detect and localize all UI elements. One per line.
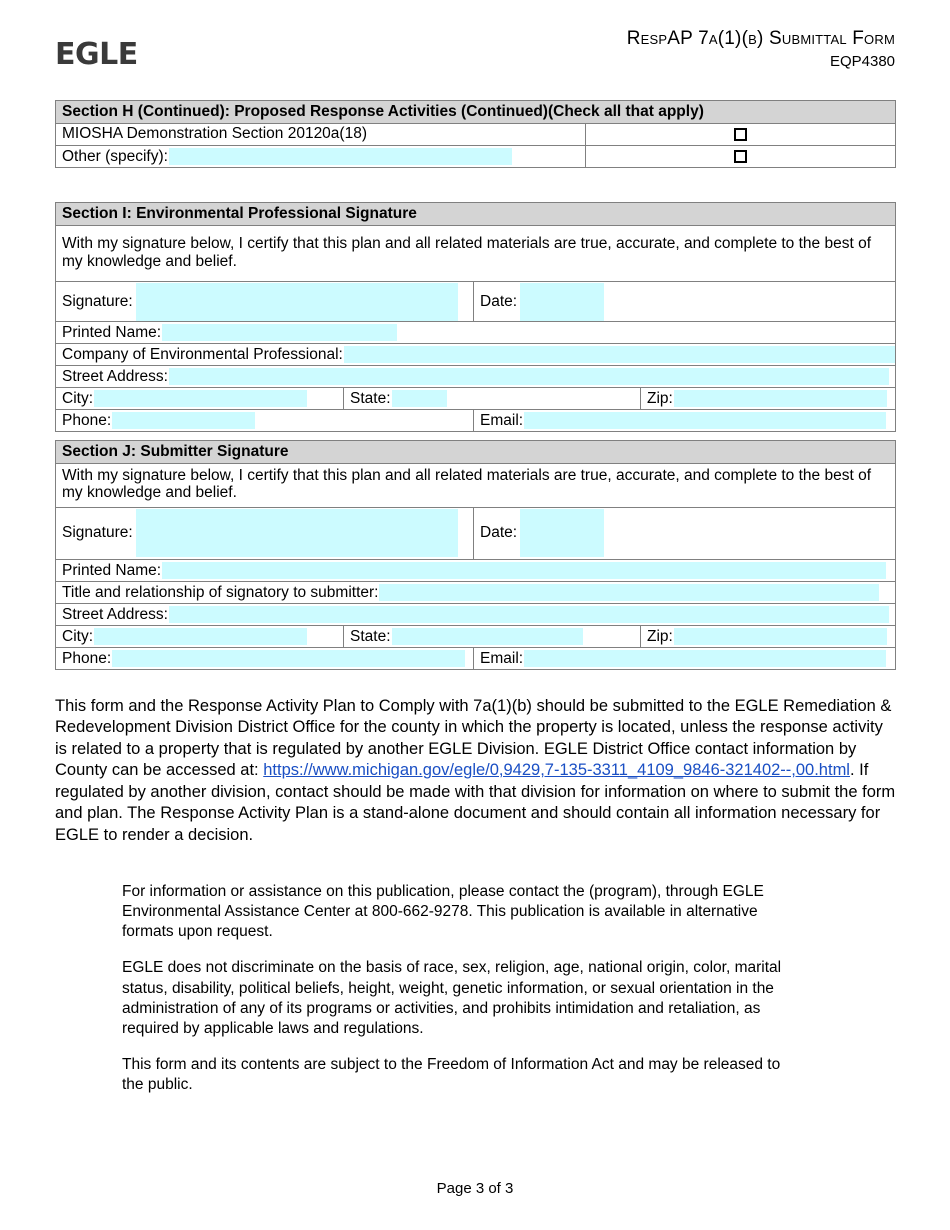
- section-j-date-input[interactable]: [520, 509, 604, 557]
- section-j-city-label: City:: [62, 627, 93, 645]
- table-row: [56, 146, 896, 168]
- section-i-company-input[interactable]: [344, 346, 896, 363]
- section-i-state-input[interactable]: [392, 390, 447, 407]
- unchecked-checkbox[interactable]: [734, 128, 747, 141]
- section-j-zip-input[interactable]: [674, 628, 887, 645]
- egle-logo: EGLE: [55, 37, 138, 72]
- unchecked-checkbox[interactable]: [734, 150, 747, 163]
- section-i-city-input[interactable]: [94, 390, 307, 407]
- section-j-email-label: Email:: [480, 649, 524, 667]
- section-j-city-cell: [56, 625, 344, 647]
- section-j-phone-email-row: [56, 647, 896, 669]
- section-i-zip-label: Zip:: [647, 389, 673, 407]
- section-i-phone-input[interactable]: [112, 412, 255, 429]
- section-i-signature-row: [56, 282, 896, 322]
- section-i-header-row: [56, 203, 896, 226]
- district-office-link[interactable]: https://www.michigan.gov/egle/0,9429,7-135-3311_4109_9846-321402--,00.html: [263, 761, 850, 780]
- section-h-header-row: [56, 101, 896, 124]
- section-j-title-input[interactable]: [379, 584, 879, 601]
- section-i-signature-label: Signature:: [62, 292, 133, 310]
- section-h-heading: Section H (Continued): Proposed Response Activities (Continued)(Check all that apply): [56, 101, 896, 124]
- miosha-demonstration-checkbox-cell[interactable]: [586, 124, 896, 146]
- header-title-block: [627, 28, 895, 70]
- section-j-city-state-zip-row: [56, 625, 896, 647]
- submission-instructions: [55, 696, 897, 846]
- section-j-phone-input[interactable]: [112, 650, 465, 667]
- page-number: Page 3 of 3: [436, 1180, 514, 1197]
- section-i-phone-email-row: [56, 410, 896, 432]
- submission-text-part2: . If regulated by another division, contact should be made with that division for information on where to submit the form and plan. The Response Activity Plan is a stand-alone document and should contain all information necessary for EGLE to render a decision.: [55, 761, 896, 844]
- section-i-state-label: State:: [350, 389, 391, 407]
- section-i-state-cell: [344, 388, 641, 410]
- section-i-city-label: City:: [62, 389, 93, 407]
- section-i-street-input[interactable]: [169, 368, 889, 385]
- foia-note: This form and its contents are subject to the Freedom of Information Act and may be released to the public.: [122, 1055, 781, 1094]
- section-i-phone-cell: [56, 410, 474, 432]
- section-j-signature-label: Signature:: [62, 524, 133, 542]
- section-i-city-cell: [56, 388, 344, 410]
- table-row: [56, 124, 896, 146]
- other-specify-checkbox-cell[interactable]: [586, 146, 896, 168]
- section-j-date-cell: [474, 507, 896, 559]
- section-i-certification-text: With my signature below, I certify that this plan and all related materials are true, accurate, and complete to the best of my knowledge and belief.: [56, 226, 896, 282]
- section-i-phone-label: Phone:: [62, 411, 112, 429]
- miosha-demonstration-label: MIOSHA Demonstration Section 20120a(18): [56, 124, 586, 146]
- section-j-table: [55, 440, 896, 670]
- section-j-phone-label: Phone:: [62, 649, 112, 667]
- section-j-phone-cell: [56, 647, 474, 669]
- section-i-date-cell: [474, 282, 896, 322]
- assistance-note: For information or assistance on this publication, please contact the (program), through EGLE Environmental Assistance Center at 800-662-9278. This publication is available in alternative formats upon request.: [122, 883, 764, 941]
- publication-notes: [122, 882, 782, 1095]
- other-specify-label: Other (specify):: [62, 147, 168, 165]
- section-i-signature-cell: [56, 282, 474, 322]
- section-i-table: [55, 202, 896, 432]
- section-j-state-label: State:: [350, 627, 391, 645]
- section-i-street-cell: [56, 366, 896, 388]
- section-i-email-input[interactable]: [524, 412, 886, 429]
- section-j-date-label: Date:: [480, 524, 518, 542]
- section-j-header-row: [56, 441, 896, 464]
- section-j-zip-cell: [641, 625, 896, 647]
- section-j-email-cell: [474, 647, 896, 669]
- section-i-printed-name-label: Printed Name:: [62, 323, 162, 341]
- form-code: EQP4380: [829, 52, 895, 70]
- section-i-email-cell: [474, 410, 896, 432]
- section-j-street-label: Street Address:: [62, 605, 168, 623]
- section-j-zip-label: Zip:: [647, 627, 673, 645]
- section-i-date-input[interactable]: [520, 283, 604, 321]
- section-j-printed-name-cell: [56, 559, 896, 581]
- section-j-city-input[interactable]: [94, 628, 307, 645]
- other-specify-input[interactable]: [169, 148, 512, 165]
- section-i-email-label: Email:: [480, 411, 524, 429]
- section-j-heading: Section J: Submitter Signature: [56, 441, 896, 464]
- section-j-street-input[interactable]: [169, 606, 889, 623]
- section-i-printed-name-input[interactable]: [162, 324, 397, 341]
- section-j-printed-name-row: [56, 559, 896, 581]
- section-j-title-label: Title and relationship of signatory to submitter:: [62, 583, 379, 601]
- submission-text-part1: This form and the Response Activity Plan to Comply with 7a(1)(b) should be submitted to the EGLE Remediation & Redevelopment Division District Office for the county in which the property is located, unless the response activity is related to a property that is regulated by another EGLE Division. EGLE District Office contact information by County can be accessed at:: [55, 697, 892, 780]
- section-j-certification-text: With my signature below, I certify that this plan and all related materials are true, accurate, and complete to the best of my knowledge and belief.: [56, 464, 896, 508]
- other-specify-cell: [56, 146, 586, 168]
- section-i-printed-name-cell: [56, 322, 896, 344]
- section-i-printed-name-row: [56, 322, 896, 344]
- section-j-printed-name-input[interactable]: [162, 562, 886, 579]
- section-i-date-label: Date:: [480, 292, 518, 310]
- section-i-zip-cell: [641, 388, 896, 410]
- section-j-street-row: [56, 603, 896, 625]
- section-j-certification-row: [56, 464, 896, 508]
- section-i-heading: Section I: Environmental Professional Signature: [56, 203, 896, 226]
- section-i-company-row: [56, 344, 896, 366]
- document-header: [55, 28, 895, 88]
- section-j-street-cell: [56, 603, 896, 625]
- section-i-street-label: Street Address:: [62, 367, 168, 385]
- section-i-street-row: [56, 366, 896, 388]
- section-j-printed-name-label: Printed Name:: [62, 561, 162, 579]
- section-h-table: [55, 100, 896, 168]
- section-i-company-label: Company of Environmental Professional:: [62, 345, 343, 363]
- section-j-email-input[interactable]: [524, 650, 886, 667]
- section-i-signature-input[interactable]: [136, 283, 458, 321]
- section-i-certification-row: [56, 226, 896, 282]
- section-j-state-input[interactable]: [392, 628, 583, 645]
- nondiscrimination-note: EGLE does not discriminate on the basis of race, sex, religion, age, national origin, color, marital status, disability, political beliefs, height, weight, genetic information, or sexual orientation in the administration of any of its programs or activities, and prohibits intimidation and retaliation, as required by applicable laws and regulations.: [122, 959, 782, 1037]
- section-j-signature-cell: [56, 507, 474, 559]
- section-i-zip-input[interactable]: [674, 390, 887, 407]
- section-j-title-row: [56, 581, 896, 603]
- section-j-signature-input[interactable]: [136, 509, 458, 557]
- section-j-signature-row: [56, 507, 896, 559]
- section-i-city-state-zip-row: [56, 388, 896, 410]
- section-j-title-cell: [56, 581, 896, 603]
- section-i-company-cell: [56, 344, 896, 366]
- page-title: RespAP 7a(1)(b) Submittal Form: [626, 28, 895, 49]
- section-j-state-cell: [344, 625, 641, 647]
